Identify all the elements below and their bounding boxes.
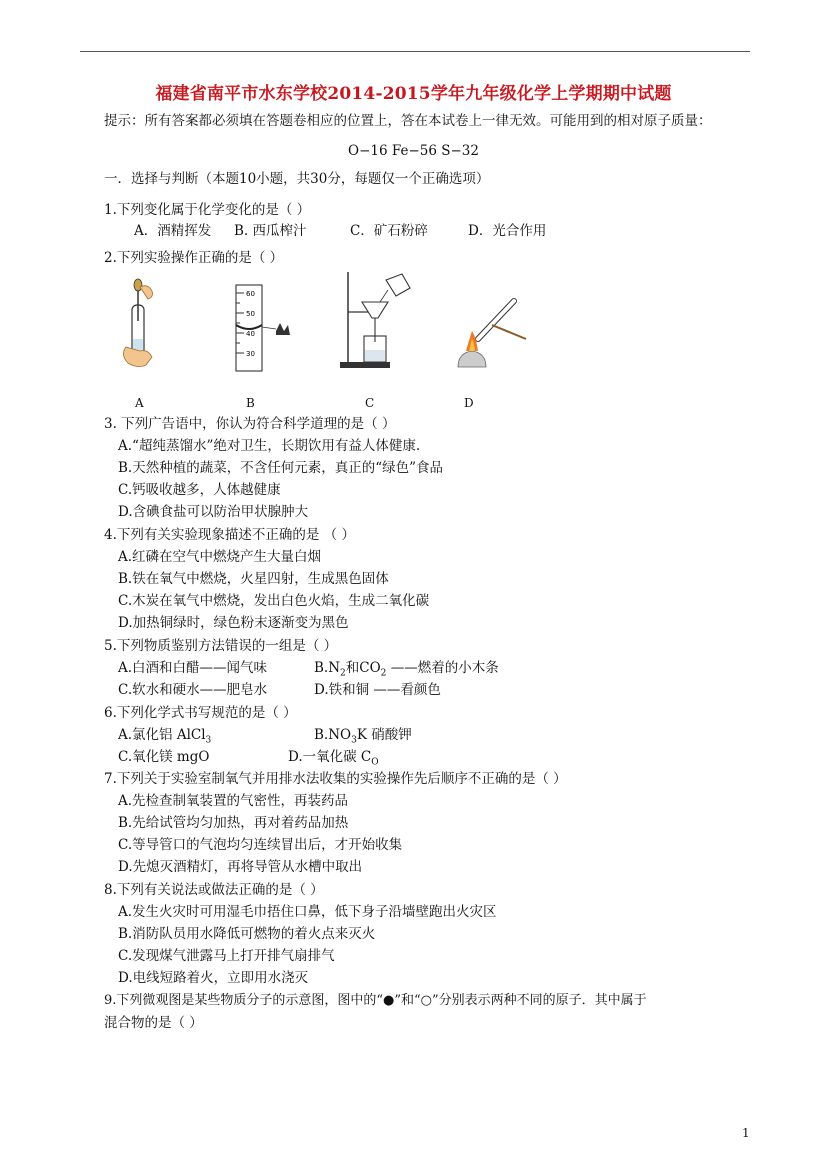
question-8-option-a: A.发生火灾时可用湿毛巾捂住口鼻，低下身子沿墙壁跑出火灾区 (118, 904, 497, 920)
section-heading: 一．选择与判断（本题10小题，共30分，每题仅一个正确选项） (104, 171, 490, 187)
question-5-option-b (314, 659, 499, 683)
question-8-option-d: D.电线短路着火，立即用水浇灭 (118, 970, 309, 986)
page-title: 福建省南平市水东学校2014-2015学年九年级化学上学期期中试题 (155, 84, 672, 104)
figure-d-label: D (464, 396, 474, 410)
q5-b-sub-1: 2 (340, 668, 346, 679)
question-4-stem: 4.下列有关实验现象描述不正确的是 （ ） (104, 527, 355, 543)
question-3-option-c: C.钙吸收越多，人体越健康 (118, 482, 281, 498)
question-1-option-d: D．光合作用 (468, 223, 547, 239)
question-6-option-c: C.氧化镁 mgO (118, 749, 210, 765)
header-rule (80, 51, 750, 52)
q6-b-text-2: K 硝酸钾 (356, 727, 412, 743)
question-6-option-a (118, 726, 211, 750)
question-6-stem: 6.下列化学式书写规范的是（ ） (104, 705, 297, 721)
question-7-option-b: B.先给试管均匀加热，再对着药品加热 (118, 815, 349, 831)
question-8-option-b: B.消防队员用水降低可燃物的着火点来灭火 (118, 926, 376, 942)
page-number: 1 (742, 1126, 750, 1140)
question-2-stem: 2.下列实验操作正确的是（ ） (104, 250, 284, 266)
question-9-stem-line-2: 混合物的是（ ） (104, 1015, 203, 1031)
question-5-option-d: D.铁和铜 ——看颜色 (314, 682, 441, 698)
cylinder-tick-40: 40 (246, 330, 255, 338)
question-7-stem: 7.下列关于实验室制氧气并用排水法收集的实验操作先后顺序不正确的是（ ） (104, 771, 567, 787)
figure-b-cylinder (226, 281, 298, 373)
question-4-option-b: B.铁在氧气中燃烧，火星四射，生成黑色固体 (118, 571, 389, 587)
question-3-stem: 3. 下列广告语中，你认为符合科学道理的是（ ） (104, 416, 396, 432)
question-6-option-d (288, 748, 379, 772)
question-7-option-a: A.先检查制氧装置的气密性，再装药品 (118, 793, 349, 809)
question-4-option-d: D.加热铜绿时，绿色粉末逐渐变为黑色 (118, 615, 349, 631)
figure-c-label: C (365, 396, 375, 410)
question-6-option-b (314, 726, 412, 750)
cylinder-tick-30: 30 (246, 350, 255, 358)
atomic-masses: O−16 Fe−56 S−32 (348, 143, 479, 159)
question-5-option-a: A.白酒和白醋——闻气味 (118, 660, 268, 676)
cylinder-tick-50: 50 (246, 310, 255, 318)
question-1-option-b: B. 西瓜榨汁 (234, 223, 307, 239)
question-8-stem: 8.下列有关说法或做法正确的是（ ） (104, 882, 324, 898)
q5-b-text-1: B.N (314, 660, 341, 676)
question-7-option-c: C.等导管口的气泡均匀连续冒出后，才开始收集 (118, 837, 403, 853)
question-7-option-d: D.先熄灭酒精灯，再将导管从水槽中取出 (118, 859, 363, 875)
hint-text: 提示：所有答案都必须填在答题卷相应的位置上，答在本试卷上一律无效。可能用到的相对原子质量： (104, 113, 712, 129)
question-1-stem: 1.下列变化属于化学变化的是（ ） (104, 202, 311, 218)
q5-b-text-2: 和CO (345, 660, 381, 676)
question-3-option-b: B.天然种植的蔬菜，不含任何元素，真正的“绿色”食品 (118, 460, 444, 476)
q6-b-sub: 3 (351, 735, 357, 746)
q6-d-text: D.一氧化碳 C (288, 749, 372, 765)
q6-d-sub: O (371, 757, 379, 768)
q6-a-text: A.氯化铝 AlCl (118, 727, 206, 743)
question-3-option-d: D.含碘食盐可以防治甲状腺肿大 (118, 504, 309, 520)
figure-b-label: B (246, 396, 255, 410)
q6-b-text-1: B.NO (314, 727, 352, 743)
question-4-option-a: A.红磷在空气中燃烧产生大量白烟 (118, 549, 322, 565)
figure-a-label: A (135, 396, 144, 410)
question-1-option-a: A．酒精挥发 (134, 223, 212, 239)
figure-a-dropper (118, 277, 164, 372)
question-3-option-a: A.“超纯蒸馏水”绝对卫生，长期饮用有益人体健康. (118, 438, 421, 454)
question-5-stem: 5.下列物质鉴别方法错误的一组是（ ） (104, 638, 338, 654)
figure-d-heating (448, 293, 538, 373)
question-9-stem-line-1: 9.下列微观图是某些物质分子的示意图，图中的“●”和“○”分别表示两种不同的原子．其中属于 (104, 993, 647, 1008)
question-8-option-c: C.发现煤气泄露马上打开排气扇排气 (118, 948, 335, 964)
cylinder-tick-60: 60 (246, 290, 255, 298)
q5-b-text-3: ——燃着的小木条 (386, 660, 499, 676)
figure-c-filtration (338, 268, 418, 374)
question-5-option-c: C.软水和硬水——肥皂水 (118, 682, 268, 698)
question-4-option-c: C.木炭在氧气中燃烧，发出白色火焰，生成二氧化碳 (118, 593, 430, 609)
question-1-option-c: C．矿石粉碎 (350, 223, 428, 239)
q5-b-sub-2: 2 (380, 668, 387, 679)
q6-a-sub: 3 (205, 735, 212, 746)
